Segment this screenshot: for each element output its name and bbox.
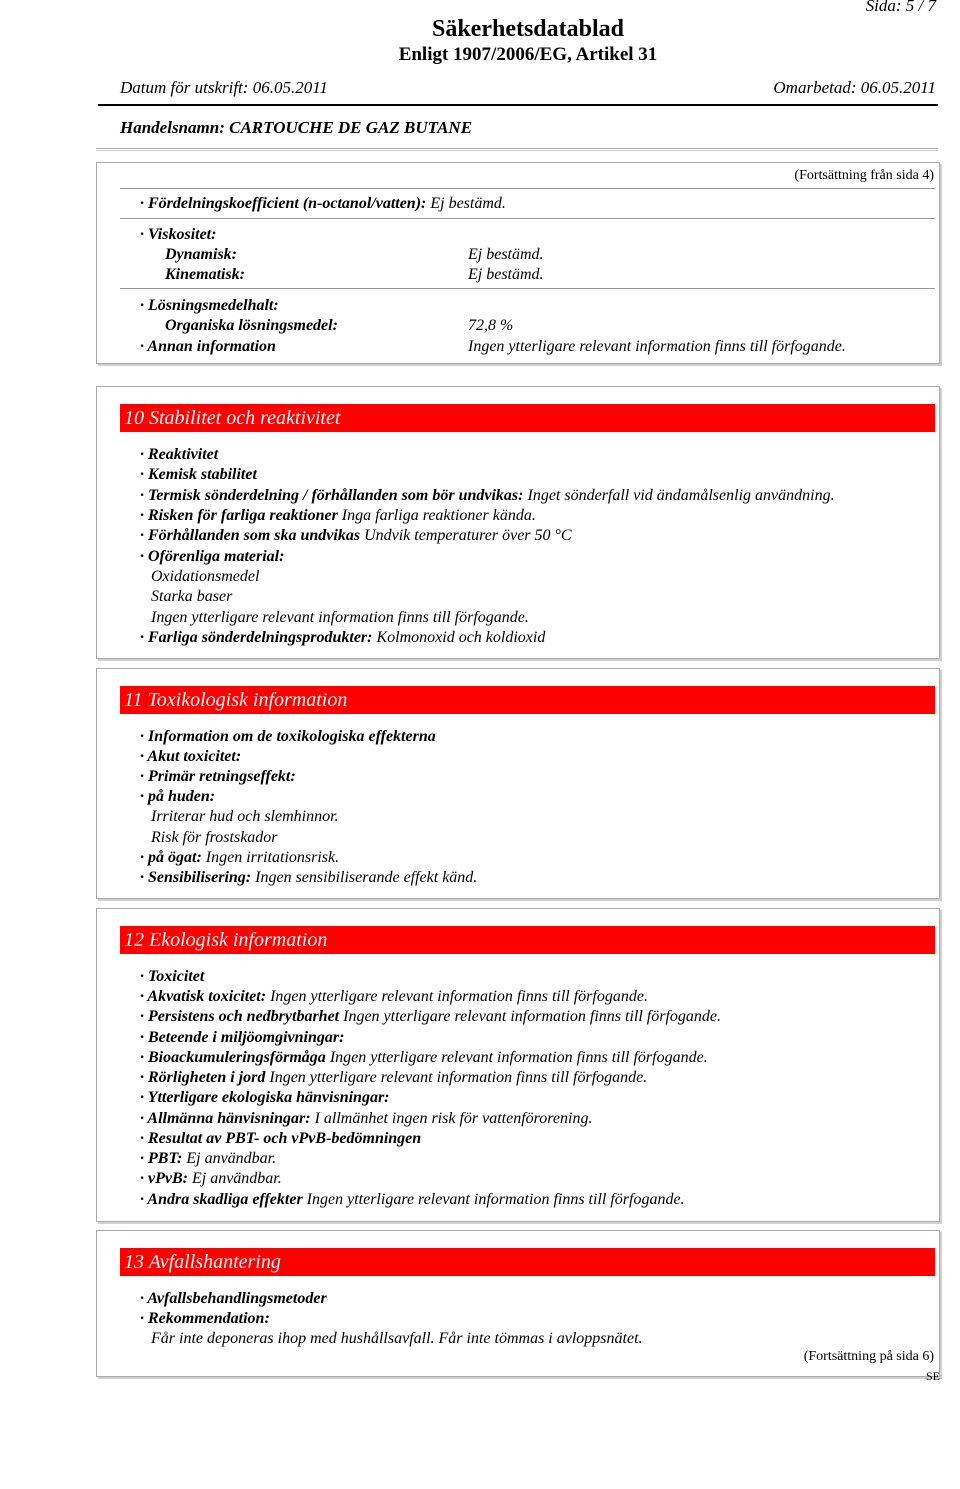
trade-name-rule <box>96 148 938 149</box>
conditions-label: · Förhållanden som ska undvikas <box>140 527 361 544</box>
persist-value: Ingen ytterligare relevant information finns till förfogande. <box>343 1008 722 1025</box>
general-value: I allmänhet ingen risk för vattenförorening. <box>314 1110 593 1127</box>
aquatic-label: · Akvatisk toxicitet: <box>140 988 267 1005</box>
section-12-title: 12 Ekologisk information <box>120 926 935 954</box>
partition-value: Ej bestämd. <box>430 195 506 212</box>
decomp-label: · Farliga sönderdelningsprodukter: <box>140 629 373 646</box>
partition-coefficient-row <box>140 194 506 214</box>
persist-label: · Persistens och nedbrytbarhet <box>140 1008 340 1025</box>
acute-toxicity-label: · Akut toxicitet: <box>140 748 242 765</box>
sensitization-row <box>140 868 477 888</box>
environmental-behaviour-label: · Beteende i miljöomgivningar: <box>140 1029 345 1046</box>
pbt-row <box>140 1149 276 1169</box>
hazardous-reactions-row <box>140 506 536 526</box>
skin-label: · på huden: <box>140 788 216 805</box>
mobility-row <box>140 1068 647 1088</box>
other-effects-value: Ingen ytterligare relevant information finns till förfogande. <box>306 1191 685 1208</box>
partition-label: · Fördelningskoefficient (n-octanol/vatten): <box>140 195 427 212</box>
mobility-label: · Rörligheten i jord <box>140 1069 266 1086</box>
eye-label: · på ögat: <box>140 849 202 866</box>
aquatic-value: Ingen ytterligare relevant information finns till förfogande. <box>270 988 648 1005</box>
dynamic-value: Ej bestämd. <box>468 246 544 263</box>
eye-row <box>140 848 339 868</box>
aquatic-toxicity-row <box>140 987 648 1007</box>
other-effects-label: · Andra skadliga effekter <box>140 1191 303 1208</box>
pbt-assessment-label: · Resultat av PBT- och vPvB-bedömningen <box>140 1130 422 1147</box>
thermal-decomposition-row <box>140 486 835 506</box>
incompatible-materials-label: · Oförenliga material: <box>140 548 285 565</box>
risk-value: Inga farliga reaktioner kända. <box>341 507 536 524</box>
section-11-title: 11 Toxikologisk information <box>120 686 935 714</box>
conditions-value: Undvik temperaturer över 50 °C <box>364 527 572 544</box>
kinematic-value: Ej bestämd. <box>468 266 544 283</box>
other-info-label: · Annan information <box>140 338 276 355</box>
recommendation-value: Får inte deponeras ihop med hushållsavfall. Får inte tömmas i avloppsnätet. <box>151 1330 643 1347</box>
document-title: Säkerhetsdatablad <box>431 16 625 42</box>
section-9-rule-top <box>120 188 935 189</box>
waste-methods-label: · Avfallsbehandlingsmetoder <box>140 1290 327 1307</box>
other-adverse-effects-row <box>140 1190 685 1210</box>
vpvb-label: · vPvB: <box>140 1170 188 1187</box>
toxicological-info-label: · Information om de toxikologiska effekterna <box>140 728 436 745</box>
skin-effect-2: Risk för frostskador <box>151 829 278 846</box>
bioaccumulation-row <box>140 1048 708 1068</box>
general-label: · Allmänna hänvisningar: <box>140 1110 311 1127</box>
document-subtitle: Enligt 1907/2006/EG, Artikel 31 <box>398 44 658 65</box>
viscosity-label: · Viskositet: <box>140 226 217 243</box>
toxicity-label: · Toxicitet <box>140 968 205 985</box>
section-10-title: 10 Stabilitet och reaktivitet <box>120 404 935 432</box>
print-date: Datum för utskrift: 06.05.2011 <box>120 78 328 97</box>
thermal-value: Inget sönderfall vid ändamålsenlig användning. <box>527 487 835 504</box>
vpvb-row <box>140 1169 282 1189</box>
vpvb-value: Ej användbar. <box>191 1170 282 1187</box>
incompatible-item-1: Oxidationsmedel <box>151 568 260 585</box>
kinematic-label: Kinematisk: <box>165 266 246 283</box>
risk-label: · Risken för farliga reaktioner <box>140 507 338 524</box>
header-divider <box>98 104 938 106</box>
decomp-value: Kolmonoxid och koldioxid <box>376 629 546 646</box>
organic-solvent-value: 72,8 % <box>468 317 514 334</box>
conditions-to-avoid-row <box>140 526 572 546</box>
general-notes-row <box>140 1109 592 1129</box>
pbt-label: · PBT: <box>140 1150 183 1167</box>
incompatible-item-2: Starka baser <box>151 588 233 605</box>
sens-value: Ingen sensibiliserande effekt känd. <box>255 869 478 886</box>
further-ecological-label: · Ytterligare ekologiska hänvisningar: <box>140 1089 390 1106</box>
continued-from-label: (Fortsättning från sida 4) <box>794 168 934 183</box>
section-9-rule-mid <box>120 218 935 219</box>
persistence-row <box>140 1007 721 1027</box>
section-9-rule-low <box>120 288 935 289</box>
chemical-stability-label: · Kemisk stabilitet <box>140 466 257 483</box>
decomposition-products-row <box>140 628 545 648</box>
incompatible-item-3: Ingen ytterligare relevant information finns till förfogande. <box>151 609 529 626</box>
bioacc-value: Ingen ytterligare relevant information finns till förfogande. <box>329 1049 708 1066</box>
reactivity-label: · Reaktivitet <box>140 446 219 463</box>
trade-name: Handelsnamn: CARTOUCHE DE GAZ BUTANE <box>120 118 473 137</box>
thermal-label: · Termisk sönderdelning / förhållanden som bör undvikas: <box>140 487 524 504</box>
mobility-value: Ingen ytterligare relevant information finns till förfogande. <box>269 1069 648 1086</box>
revised-date: Omarbetad: 06.05.2011 <box>773 78 936 97</box>
continued-on-label: (Fortsättning på sida 6) <box>803 1349 934 1364</box>
organic-solvent-label: Organiska lösningsmedel: <box>165 317 338 334</box>
language-code: SE <box>925 1369 940 1383</box>
skin-effect-1: Irriterar hud och slemhinnor. <box>151 808 339 825</box>
primary-irritant-label: · Primär retningseffekt: <box>140 768 296 785</box>
section-13-title: 13 Avfallshantering <box>120 1248 935 1276</box>
eye-value: Ingen irritationsrisk. <box>205 849 340 866</box>
dynamic-label: Dynamisk: <box>165 246 237 263</box>
page-number: Sida: 5 / 7 <box>865 0 936 15</box>
bioacc-label: · Bioackumuleringsförmåga <box>140 1049 326 1066</box>
sens-label: · Sensibilisering: <box>140 869 252 886</box>
other-info-value: Ingen ytterligare relevant information finns till förfogande. <box>468 338 846 355</box>
pbt-value: Ej användbar. <box>186 1150 277 1167</box>
recommendation-label: · Rekommendation: <box>140 1310 270 1327</box>
solvent-label: · Lösningsmedelhalt: <box>140 297 279 314</box>
